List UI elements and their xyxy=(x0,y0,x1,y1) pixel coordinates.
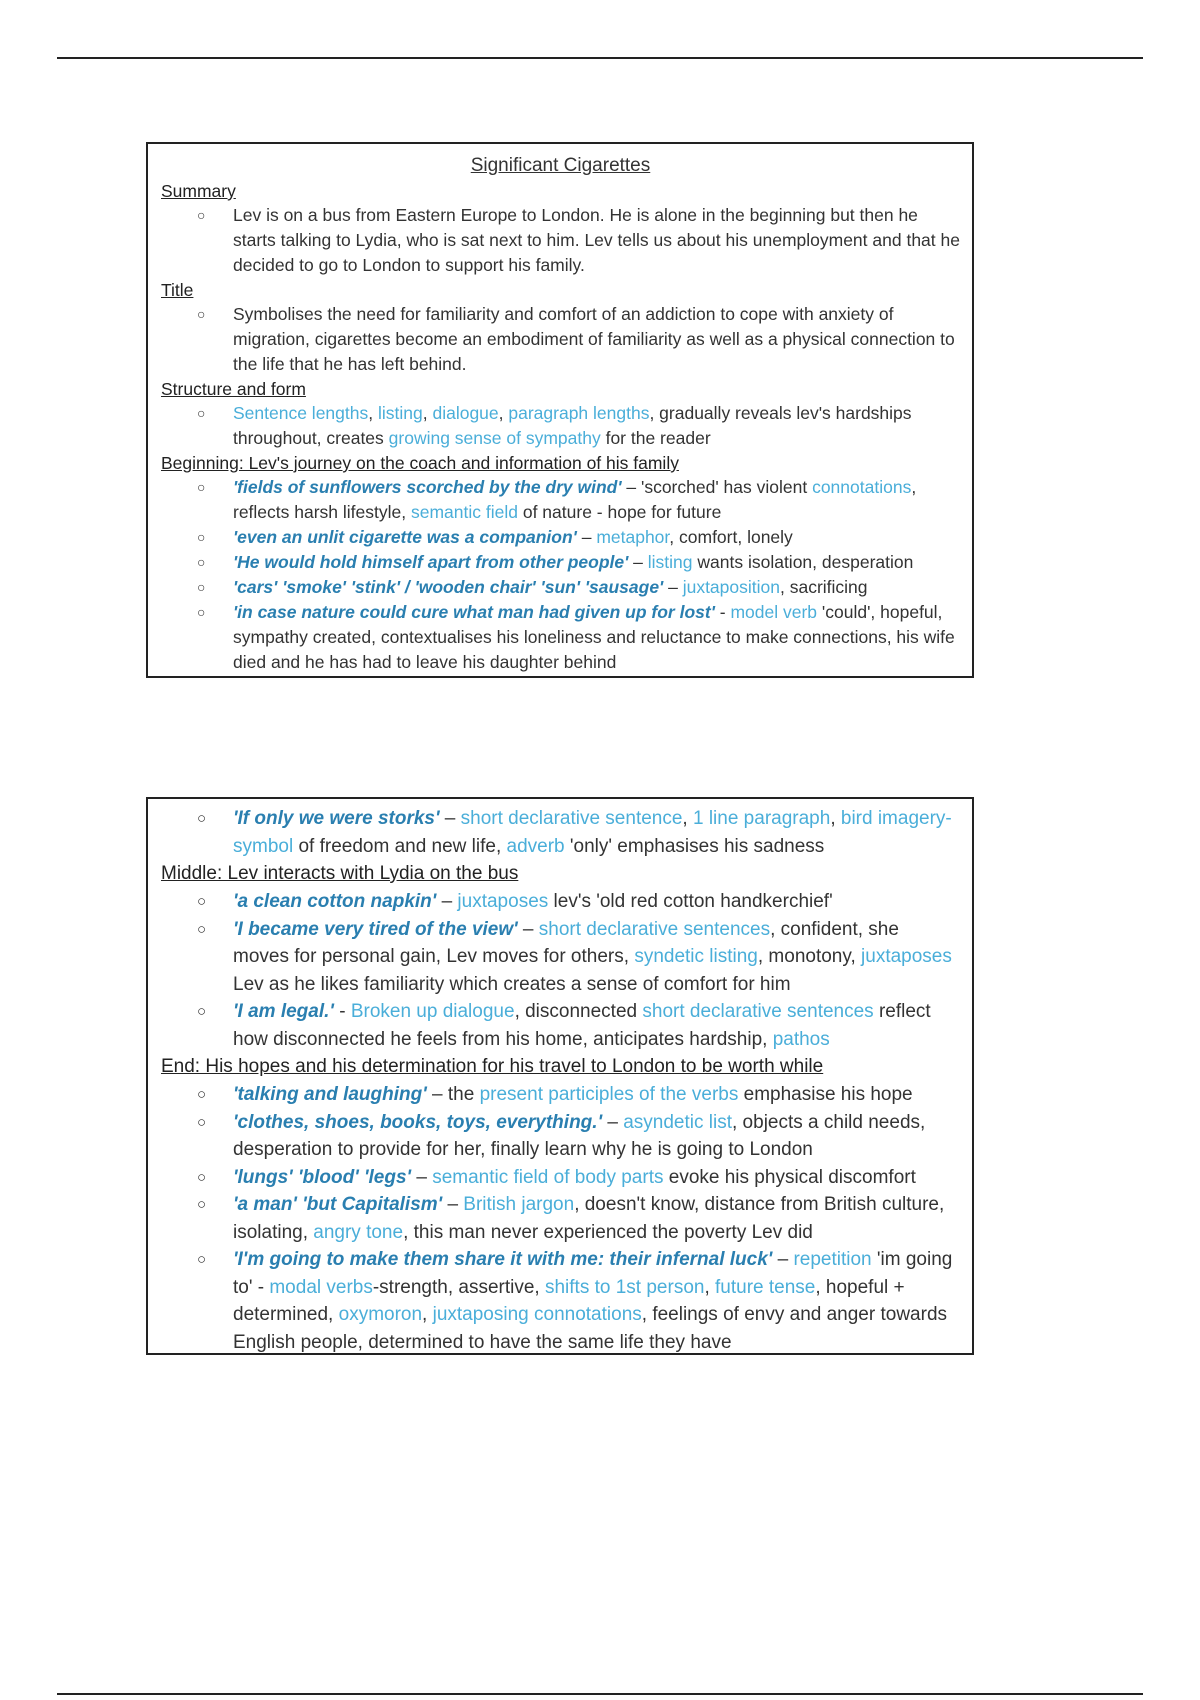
structure-heading: Structure and form xyxy=(161,379,306,399)
bullet-circle-icon: ○ xyxy=(197,479,206,495)
end-heading: End: His hopes and his determination for his travel to London to be worth while xyxy=(161,1056,824,1077)
title-heading: Title xyxy=(161,280,194,300)
top-rule xyxy=(57,57,1143,59)
middle-bullet-1: ○ 'a clean cotton napkin' – juxtaposes lev's 'old red cotton handkerchief' xyxy=(161,888,960,916)
bullet-circle-icon: ○ xyxy=(197,405,206,421)
continued-bullet-storks: ○ 'If only we were storks' – short declarative sentence, 1 line paragraph, bird imagery-symbol of freedom and new life, adverb 'only' emphasises his sadness xyxy=(161,805,960,860)
end-bullet-4: ○ 'a man' 'but Capitalism' – British jargon, doesn't know, distance from British culture, isolating, angry tone, this man never experienced the poverty Lev did xyxy=(161,1191,960,1246)
beginning-bullet-5: ○ 'in case nature could cure what man had given up for lost' - model verb 'could', hopeful, sympathy created, contextualises his loneliness and reluctance to make connections, his wife died and he has had to leave his daughter behind xyxy=(197,602,955,672)
end-bullet-2: ○ 'clothes, shoes, books, toys, everything.' – asyndetic list, objects a child needs, desperation to provide for her, finally learn why he is going to London xyxy=(161,1109,960,1164)
notes-card-page-2 xyxy=(146,797,974,1355)
bullet-circle-icon: ○ xyxy=(197,554,206,570)
end-bullet-1: ○ 'talking and laughing' – the present participles of the verbs emphasise his hope xyxy=(161,1081,960,1109)
summary-heading: Summary xyxy=(161,181,236,201)
beginning-bullet-2: ○ 'even an unlit cigarette was a companion' – metaphor, comfort, lonely xyxy=(161,525,960,550)
bullet-circle-icon: ○ xyxy=(197,529,206,545)
bullet-circle-icon: ○ xyxy=(197,920,207,938)
end-bullet-5: ○ 'I'm going to make them share it with me: their infernal luck' – repetition 'im going to' - modal verbs-strength, assertive, shifts to 1st person, future tense, hopeful + determined, oxymoron, juxtaposing connotations, feelings of envy and anger towards English people, determined to have the same life they have xyxy=(161,1246,960,1355)
beginning-heading: Beginning: Lev's journey on the coach and information of his family xyxy=(161,453,679,473)
beginning-bullet-4: ○ 'cars' 'smoke' 'stink' / 'wooden chair' 'sun' 'sausage' – juxtaposition, sacrificing xyxy=(161,575,960,600)
bullet-circle-icon: ○ xyxy=(197,1251,207,1268)
notes-card-page-1 xyxy=(146,142,974,678)
bullet-circle-icon: ○ xyxy=(197,207,206,223)
bullet-circle-icon: ○ xyxy=(197,1086,207,1103)
bullet-circle-icon: ○ xyxy=(197,579,206,595)
bullet-circle-icon: ○ xyxy=(197,1113,207,1131)
middle-bullet-2: ○ 'I became very tired of the view' – short declarative sentences, confident, she moves for personal gain, Lev moves for others, syndetic listing, monotony, juxtaposes Lev as he likes familiarity which creates a sense of comfort for him xyxy=(161,916,960,999)
end-bullet-3: ○ 'lungs' 'blood' 'legs' – semantic field of body parts evoke his physical discomfort xyxy=(161,1164,960,1192)
beginning-bullet-1: ○ 'fields of sunflowers scorched by the dry wind' – 'scorched' has violent connotations, reflects harsh lifestyle, semantic field of nature - hope for future xyxy=(197,477,917,522)
structure-bullet: ○ Sentence lengths, listing, dialogue, paragraph lengths, gradually reveals lev's hardships throughout, creates growing sense of sympathy for the reader xyxy=(197,403,912,448)
bullet-circle-icon: ○ xyxy=(197,1196,207,1213)
bottom-rule xyxy=(57,1693,1143,1695)
middle-heading: Middle: Lev interacts with Lydia on the bus xyxy=(161,863,519,884)
bullet-circle-icon: ○ xyxy=(197,604,206,620)
bullet-circle-icon: ○ xyxy=(197,810,207,827)
beginning-bullet-3: ○ 'He would hold himself apart from other people' – listing wants isolation, desperation xyxy=(161,550,960,575)
document-title: Significant Cigarettes xyxy=(470,155,651,176)
bullet-circle-icon: ○ xyxy=(197,893,207,910)
bullet-circle-icon: ○ xyxy=(197,1003,207,1020)
summary-bullet: ○ Lev is on a bus from Eastern Europe to London. He is alone in the beginning but then he starts talking to Lydia, who is sat next to him. Lev tells us about his unemployment and that he decided to go to London to support his family. xyxy=(197,205,960,275)
bullet-circle-icon: ○ xyxy=(197,306,206,322)
title-bullet: ○ Symbolises the need for familiarity and comfort of an addiction to cope with anxiety of migration, cigarettes become an embodiment of familiarity as well as a physical connection to the life that he has left behind. xyxy=(197,304,955,374)
bullet-circle-icon: ○ xyxy=(197,1168,207,1186)
middle-bullet-3: ○ 'I am legal.' - Broken up dialogue, disconnected short declarative sentences reflect how disconnected he feels from his home, anticipates hardship, pathos xyxy=(161,998,960,1053)
